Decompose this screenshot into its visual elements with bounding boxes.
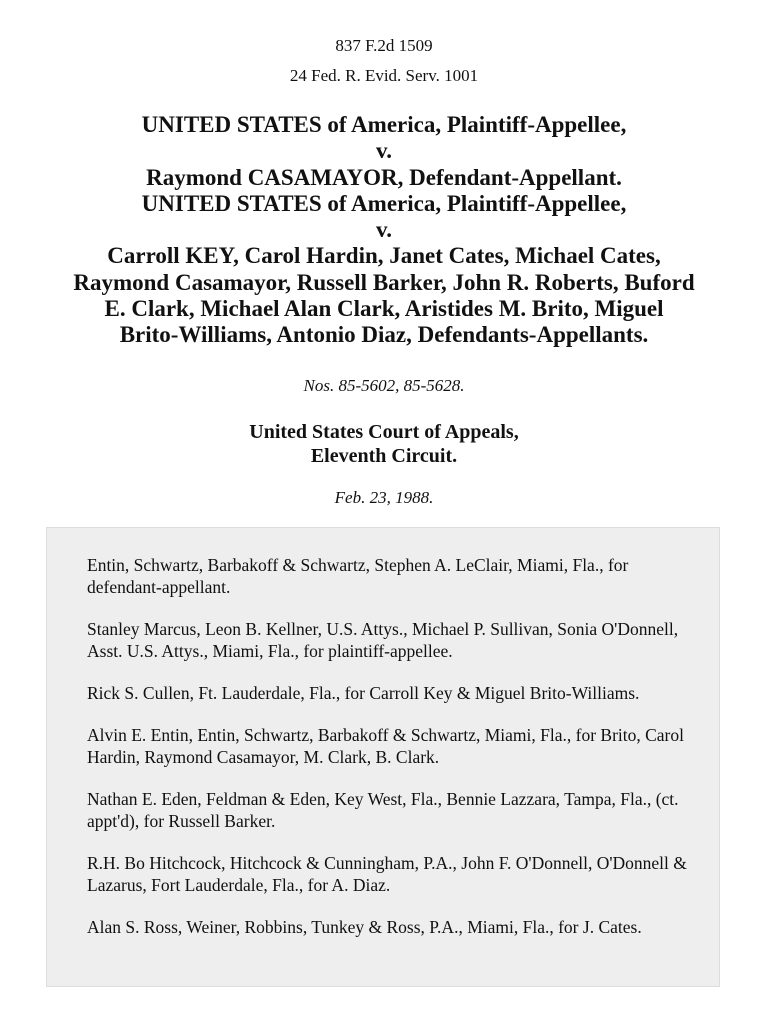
counsel-entry: Entin, Schwartz, Barbakoff & Schwartz, Stephen A. LeClair, Miami, Fla., for defendant-appellant. <box>87 555 629 597</box>
docket-numbers: Nos. 85-5602, 85-5628. <box>303 376 465 395</box>
court-name <box>0 420 768 468</box>
caption-line: v. <box>376 138 392 164</box>
caption-line: UNITED STATES of America, Plaintiff-Appellee, <box>141 190 627 216</box>
caption-line: Raymond CASAMAYOR, Defendant-Appellant. <box>146 164 622 190</box>
counsel-entry: Alvin E. Entin, Entin, Schwartz, Barbakoff & Schwartz, Miami, Fla., for Brito, Carol Hardin, Raymond Casamayor, M. Clark, B. Clark. <box>87 725 684 767</box>
evidence-citation: 24 Fed. R. Evid. Serv. 1001 <box>289 66 479 85</box>
counsel-panel <box>46 527 720 987</box>
counsel-entry: Nathan E. Eden, Feldman & Eden, Key West, Fla., Bennie Lazzara, Tampa, Fla., (ct. appt'd), for Russell Barker. <box>87 789 679 831</box>
caption-line: Carroll KEY, Carol Hardin, Janet Cates, Michael Cates, <box>107 243 661 269</box>
caption-line: Raymond Casamayor, Russell Barker, John R. Roberts, Buford <box>73 269 695 295</box>
case-caption <box>30 112 738 349</box>
caption-line: UNITED STATES of America, Plaintiff-Appellee, <box>141 112 627 137</box>
court-name-line: Eleventh Circuit. <box>310 445 458 467</box>
counsel-entry: Stanley Marcus, Leon B. Kellner, U.S. Attys., Michael P. Sullivan, Sonia O'Donnell, Asst. U.S. Attys., Miami, Fla., for plaintiff-appellee. <box>87 619 679 661</box>
decision-date: Feb. 23, 1988. <box>334 488 434 507</box>
reporter-citation: 837 F.2d 1509 <box>335 36 433 55</box>
caption-line: v. <box>376 217 392 243</box>
counsel-entry: Alan S. Ross, Weiner, Robbins, Tunkey & Ross, P.A., Miami, Fla., for J. Cates. <box>87 917 642 937</box>
counsel-entry: R.H. Bo Hitchcock, Hitchcock & Cunningham, P.A., John F. O'Donnell, O'Donnell & Lazarus, Fort Lauderdale, Fla., for A. Diaz. <box>87 853 687 895</box>
counsel-list <box>47 528 719 938</box>
caption-line: Brito-Williams, Antonio Diaz, Defendants-Appellants. <box>119 322 649 348</box>
counsel-entry: Rick S. Cullen, Ft. Lauderdale, Fla., for Carroll Key & Miguel Brito-Williams. <box>87 683 640 703</box>
caption-line: E. Clark, Michael Alan Clark, Aristides M. Brito, Miguel <box>104 296 664 322</box>
court-name-line: United States Court of Appeals, <box>249 421 519 443</box>
